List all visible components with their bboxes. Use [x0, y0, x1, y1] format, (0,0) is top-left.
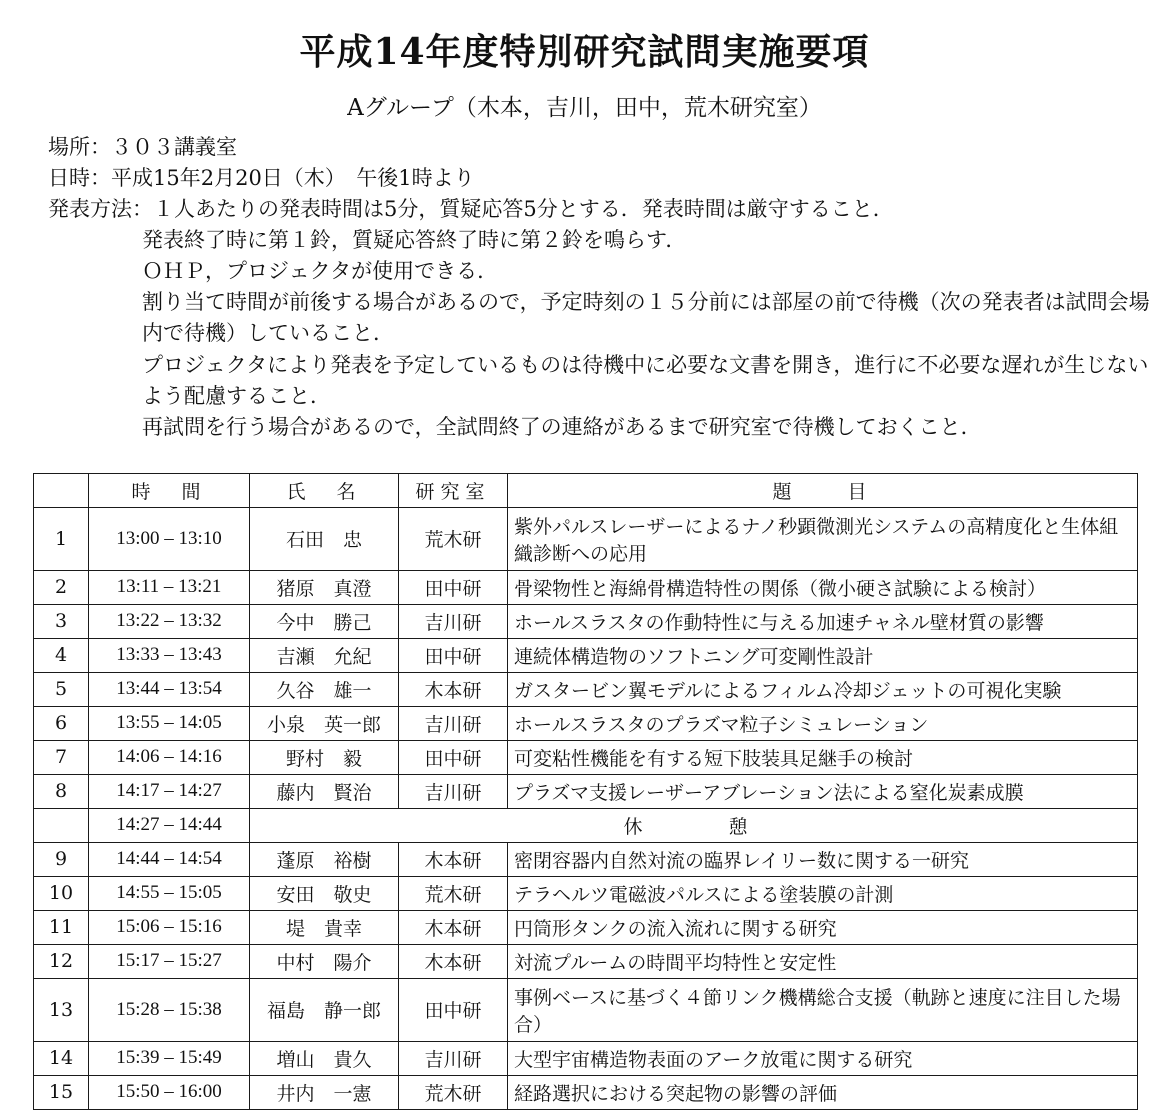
cell-name: 藤内 賢治	[250, 774, 399, 808]
cell-time: 14:55 – 15:05	[89, 876, 250, 910]
cell-no: 7	[34, 740, 89, 774]
cell-no	[34, 808, 89, 842]
cell-title: 対流プルームの時間平均特性と安定性	[508, 944, 1138, 978]
cell-title: ホールスラスタの作動特性に与える加速チャネル壁材質の影響	[508, 604, 1138, 638]
table-row	[34, 638, 1138, 672]
header-name: 氏 名	[250, 473, 399, 507]
cell-title: ガスタービン翼モデルによるフィルム冷却ジェットの可視化実験	[508, 672, 1138, 706]
cell-title: プラズマ支援レーザーアブレーション法による窒化炭素成膜	[508, 774, 1138, 808]
table-row	[34, 1075, 1138, 1109]
header-lab: 研究室	[399, 473, 508, 507]
cell-time: 13:44 – 13:54	[89, 672, 250, 706]
cell-time: 13:55 – 14:05	[89, 706, 250, 740]
cell-name: 福島 静一郎	[250, 978, 399, 1041]
cell-no: 10	[34, 876, 89, 910]
notice-line: 日時：平成15年2月20日（木） 午後1時より	[48, 166, 475, 191]
cell-no: 9	[34, 842, 89, 876]
notice-line: 発表終了時に第１鈴，質疑応答終了時に第２鈴を鳴らす．	[142, 228, 687, 253]
cell-lab: 吉川研	[399, 1041, 508, 1075]
table-row	[34, 740, 1138, 774]
cell-name: 安田 敬史	[250, 876, 399, 910]
cell-name: 石田 忠	[250, 507, 399, 570]
cell-title: 大型宇宙構造物表面のアーク放電に関する研究	[508, 1041, 1138, 1075]
table-row	[34, 706, 1138, 740]
table-row	[34, 774, 1138, 808]
table-row	[34, 604, 1138, 638]
page-title: 平成14年度特別研究試問実施要項	[299, 31, 870, 73]
cell-lab: 田中研	[399, 638, 508, 672]
cell-title: テラヘルツ電磁波パルスによる塗装膜の計測	[508, 876, 1138, 910]
cell-lab: 木本研	[399, 842, 508, 876]
cell-no: 11	[34, 910, 89, 944]
cell-time: 15:50 – 16:00	[89, 1075, 250, 1109]
schedule-table	[33, 473, 1138, 1110]
cell-no: 8	[34, 774, 89, 808]
cell-name: 井内 一憲	[250, 1075, 399, 1109]
cell-time: 13:11 – 13:21	[89, 570, 250, 604]
cell-no: 14	[34, 1041, 89, 1075]
cell-time: 14:06 – 14:16	[89, 740, 250, 774]
notice-line: 場所：３０３講義室	[48, 135, 237, 159]
cell-title: 可変粘性機能を有する短下肢装具足継手の検討	[508, 740, 1138, 774]
cell-title: 経路選択における突起物の影響の評価	[508, 1075, 1138, 1109]
cell-name: 吉瀬 允紀	[250, 638, 399, 672]
table-row	[34, 842, 1138, 876]
table-row	[34, 507, 1138, 570]
cell-break: 休 憩	[250, 808, 1138, 842]
cell-lab: 吉川研	[399, 774, 508, 808]
cell-time: 14:27 – 14:44	[89, 808, 250, 842]
cell-no: 13	[34, 978, 89, 1041]
cell-no: 12	[34, 944, 89, 978]
notice-line: ＯＨＰ，プロジェクタが使用できる．	[142, 259, 499, 284]
cell-name: 猪原 真澄	[250, 570, 399, 604]
cell-title: 紫外パルスレーザーによるナノ秒顕微測光システムの高精度化と生体組織診断への応用	[508, 507, 1138, 570]
document-page	[0, 24, 1169, 1119]
cell-time: 13:00 – 13:10	[89, 507, 250, 570]
cell-no: 1	[34, 507, 89, 570]
cell-lab: 吉川研	[399, 604, 508, 638]
cell-time: 13:22 – 13:32	[89, 604, 250, 638]
cell-lab: 木本研	[399, 910, 508, 944]
notice-line: プロジェクタにより発表を予定しているものは待機中に必要な文書を開き，進行に不必要な遅れが生じないよう配慮すること．	[142, 352, 1149, 408]
cell-name: 増山 貴久	[250, 1041, 399, 1075]
cell-name: 久谷 雄一	[250, 672, 399, 706]
table-header-row	[34, 473, 1138, 507]
notice-block	[48, 132, 1169, 443]
cell-title: 骨梁物性と海綿骨構造特性の関係（微小硬さ試験による検討）	[508, 570, 1138, 604]
table-row	[34, 910, 1138, 944]
cell-name: 中村 陽介	[250, 944, 399, 978]
cell-lab: 荒木研	[399, 876, 508, 910]
cell-lab: 荒木研	[399, 1075, 508, 1109]
cell-lab: 木本研	[399, 672, 508, 706]
cell-title: 事例ベースに基づく４節リンク機構総合支援（軌跡と速度に注目した場合）	[508, 978, 1138, 1041]
cell-time: 13:33 – 13:43	[89, 638, 250, 672]
notice-line: 再試問を行う場合があるので，全試問終了の連絡があるまで研究室で待機しておくこと．	[142, 414, 982, 439]
table-row	[34, 1041, 1138, 1075]
cell-lab: 田中研	[399, 570, 508, 604]
cell-name: 堤 貴幸	[250, 910, 399, 944]
cell-time: 14:17 – 14:27	[89, 774, 250, 808]
table-row	[34, 570, 1138, 604]
cell-title: 連続体構造物のソフトニング可変剛性設計	[508, 638, 1138, 672]
notice-line: 割り当て時間が前後する場合があるので，予定時刻の１５分前には部屋の前で待機（次の発表者は試問会場内で待機）していること．	[142, 290, 1150, 346]
cell-no: 3	[34, 604, 89, 638]
table-row	[34, 672, 1138, 706]
cell-no: 4	[34, 638, 89, 672]
cell-lab: 田中研	[399, 978, 508, 1041]
cell-time: 14:44 – 14:54	[89, 842, 250, 876]
cell-title: 円筒形タンクの流入流れに関する研究	[508, 910, 1138, 944]
table-row	[34, 944, 1138, 978]
cell-time: 15:28 – 15:38	[89, 978, 250, 1041]
cell-lab: 田中研	[399, 740, 508, 774]
table-row	[34, 876, 1138, 910]
cell-no: 6	[34, 706, 89, 740]
cell-name: 小泉 英一郎	[250, 706, 399, 740]
cell-time: 15:06 – 15:16	[89, 910, 250, 944]
group-subtitle: Aグループ（木本，吉川，田中，荒木研究室）	[347, 95, 822, 121]
notice-line: 発表方法：１人あたりの発表時間は5分，質疑応答5分とする．発表時間は厳守すること．	[48, 197, 894, 222]
cell-name: 蓬原 裕樹	[250, 842, 399, 876]
cell-lab: 荒木研	[399, 507, 508, 570]
cell-time: 15:17 – 15:27	[89, 944, 250, 978]
cell-name: 今中 勝己	[250, 604, 399, 638]
cell-title: 密閉容器内自然対流の臨界レイリー数に関する一研究	[508, 842, 1138, 876]
header-no	[34, 473, 89, 507]
header-title: 題 目	[508, 473, 1138, 507]
cell-lab: 吉川研	[399, 706, 508, 740]
cell-time: 15:39 – 15:49	[89, 1041, 250, 1075]
cell-name: 野村 毅	[250, 740, 399, 774]
cell-no: 5	[34, 672, 89, 706]
cell-title: ホールスラスタのプラズマ粒子シミュレーション	[508, 706, 1138, 740]
cell-lab: 木本研	[399, 944, 508, 978]
cell-no: 2	[34, 570, 89, 604]
cell-no: 15	[34, 1075, 89, 1109]
table-row	[34, 808, 1138, 842]
table-row	[34, 978, 1138, 1041]
header-time: 時 間	[89, 473, 250, 507]
